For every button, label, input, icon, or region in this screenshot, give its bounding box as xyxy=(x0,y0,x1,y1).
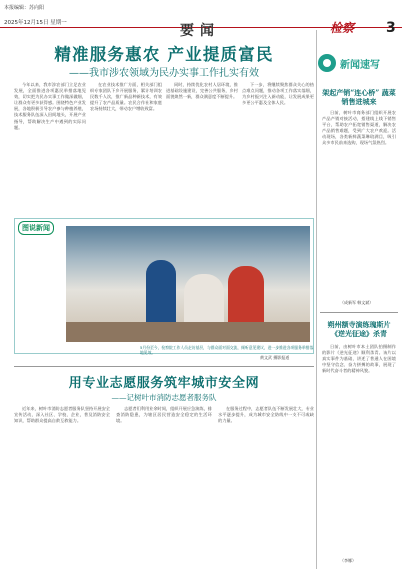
masthead-logo xyxy=(330,17,382,37)
badge-label: 新闻速写 xyxy=(340,60,380,71)
page-number: 3 xyxy=(386,20,396,36)
sidebar-story2-headline: 朔州额寺演练瑰斯片《逆光征途》杀青 xyxy=(327,320,391,338)
lead-column-2 xyxy=(90,82,162,214)
lead-paragraph: 今年以来，我市涉农部门立足农业发展，全面推进各项惠民举措落地见效，切实把为民办实事工作做深做细，让群众有更多获得感。围绕特色产业发展，各地积极引导农户参与种植养殖，技术服务队伍深入田间地头，开展产业指导，帮助解决生产中遇到的实际问题。 xyxy=(14,82,86,130)
photo-tag: 图说新闻 xyxy=(18,221,54,235)
logo-text: 检察 xyxy=(330,21,355,35)
second-paragraph: 近年来，树叶市消防志愿者服务队坚持开展安全宣传活动，深入社区、学校、企业，普及消防安全知识，帮助群众提高自救互救能力。 xyxy=(14,406,110,424)
second-headline: 用专业志愿服务筑牢城市安全网 xyxy=(68,376,260,391)
sidebar-paragraph: 日前，树叶市商务部门组织开展农产品产销对接活动，搭建线上线下销售平台，帮助农户拓宽销售渠道，解决农产品销售难题，受到广大农户欢迎。活动现场，各类新鲜蔬菜琳琅满目，吸引众多市民前来选购，现场气氛热烈。 xyxy=(322,110,396,146)
photo-desk xyxy=(66,322,310,342)
sidebar-paragraph: 日前，由树叶市本土团队拍摄制作的影片《逆光征途》顺利杀青。该片以真实事件为基础，讲述了普通人在困境中坚守信念、奋力拼搏的故事，展现了新时代奋斗者的精神风貌。 xyxy=(322,344,396,374)
second-column-3 xyxy=(218,406,314,564)
photo-caption: 5月份至今，检察院工作人员走访基层，与群众面对面交流，倾听意见建议，进一步推进各项服务举措落地见效。 xyxy=(140,345,314,355)
lead-subheadline: ——我市涉农领域为民办实事工作扎实有效 xyxy=(69,68,259,79)
lead-paragraph: 在农业技术推广方面，相关部门组织专家团队下乡开展服务，累计培训农民数千人次，推广新品种新技术，有效提升了农产品质量。农民合作社和家庭农场持续壮大，带动农户增收致富。 xyxy=(90,82,162,112)
lead-headline: 精准服务惠农 产业提质富民 xyxy=(54,45,274,64)
sidebar-story1-headline: 架起产销“连心桥” 蔬菜销售进城来 xyxy=(322,88,396,106)
news-photo xyxy=(66,226,310,342)
photo-credit: 黄文武 摄影报道 xyxy=(260,355,290,360)
sidebar-rule xyxy=(320,312,398,313)
lead-column-4 xyxy=(242,82,314,214)
news-brief-badge xyxy=(318,54,398,72)
second-column-2 xyxy=(116,406,212,564)
issue-date: 2025年12月15日 星期一 xyxy=(4,20,67,26)
sidebar-story1-author: （成新军 韩文斌） xyxy=(340,300,374,305)
second-paragraph: 志愿者们利用业余时间，组织开展应急演练，排查消防隐患，为辖区居民营造安全稳定的生活环境。 xyxy=(116,406,212,424)
photo-figure xyxy=(228,266,264,330)
lead-column-1 xyxy=(14,82,86,214)
second-subheadline: ——记树叶市消防志愿者服务队 xyxy=(111,393,217,402)
top-bar xyxy=(0,0,402,14)
badge-circle-icon xyxy=(318,54,336,72)
sidebar-story2-author: （李娜） xyxy=(340,558,356,563)
section-title: 要闻 xyxy=(180,23,220,39)
second-paragraph: 在服务过程中，志愿者队伍不断发展壮大，专业水平逐步提升，成为城市安全防线中一支不可或缺的力量。 xyxy=(218,406,314,424)
sidebar-story1-body xyxy=(322,110,396,290)
date-bar xyxy=(0,14,402,39)
section-rule xyxy=(14,366,314,367)
lead-paragraph: 下一步，将继续聚焦群众关心的热点难点问题，推动各项工作落实落细，为乡村振兴注入新动能，让发展成果更多更公平惠及全体人民。 xyxy=(242,82,314,106)
edition-label: 本报编辑：苏向阳 xyxy=(4,5,45,11)
photo-figure xyxy=(146,260,176,328)
lead-paragraph: 同时，持续优化农村人居环境，推进基础设施建设，完善公共服务，乡村面貌焕然一新，群众满意度不断提升。 xyxy=(166,82,238,100)
sidebar-story2-body xyxy=(322,344,396,554)
second-column-1 xyxy=(14,406,110,564)
lead-column-3 xyxy=(166,82,238,214)
column-divider xyxy=(316,30,317,569)
